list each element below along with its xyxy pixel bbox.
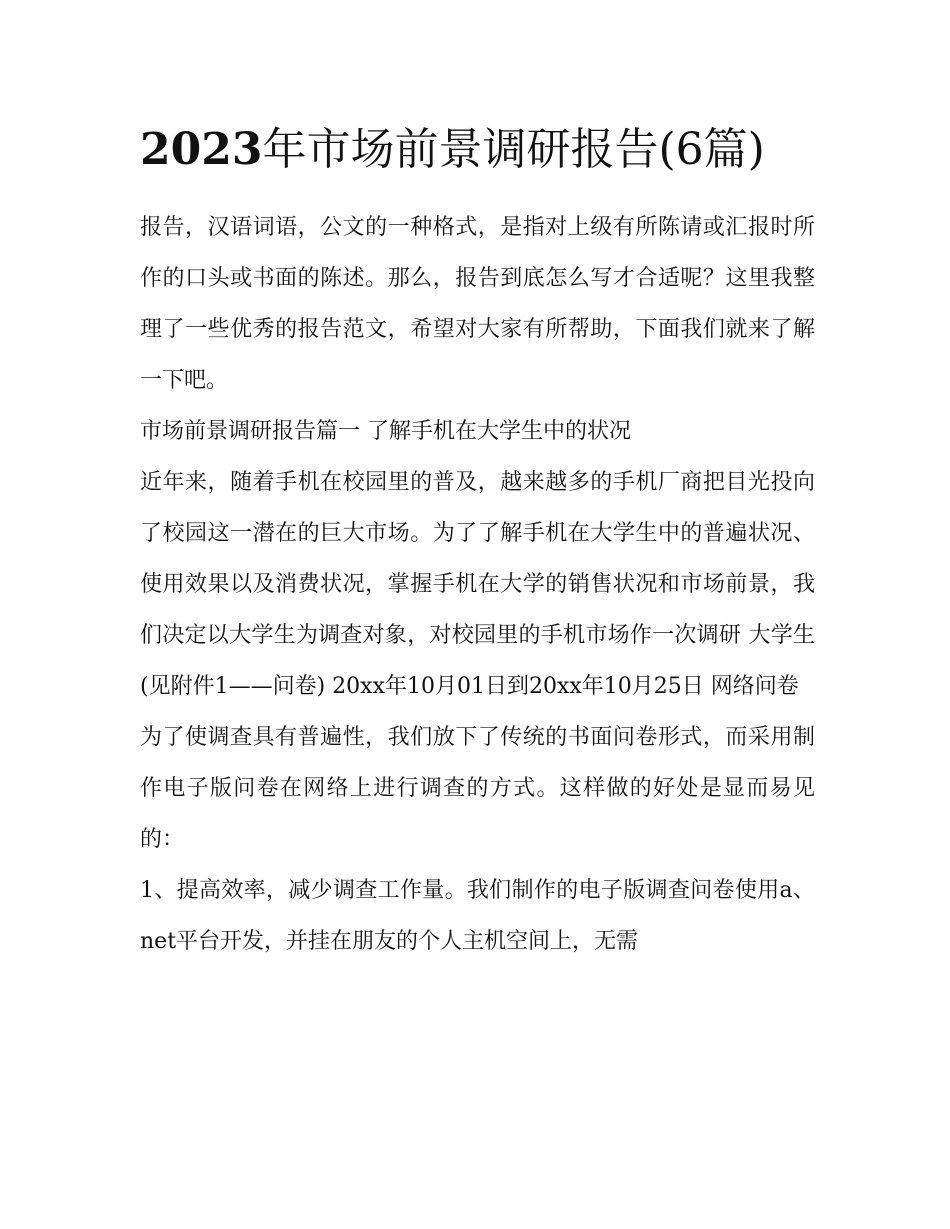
body-paragraph: 为了使调查具有普遍性，我们放下了传统的书面问卷形式，而采用制作电子版问卷在网络上进行调查的方式。这样做的好处是显而易见的： bbox=[140, 725, 815, 852]
list-item-paragraph: 1、提高效率，减少调查工作量。我们制作的电子版调查问卷使用a、net平台开发，并挂在朋友的个人主机空间上，无需 bbox=[140, 878, 815, 954]
body-paragraph: 近年来，随着手机在校园里的普及，越来越多的手机厂商把目光投向了校园这一潜在的巨大市场。为了了解手机在大学生中的普遍状况、使用效果以及消费状况，掌握手机在大学的销售状况和市场前景，我们决定以大学生为调查对象，对校园里的手机市场作一次调研 大学生 (见附件1——问卷) 20xx年10月01日到20xx年10月25日 网络问卷 bbox=[140, 470, 815, 699]
intro-paragraph: 报告，汉语词语，公文的一种格式，是指对上级有所陈请或汇报时所作的口头或书面的陈述。那么，报告到底怎么写才合适呢？这里我整理了一些优秀的报告范文，希望对大家有所帮助，下面我们就来了解一下吧。 bbox=[140, 215, 815, 393]
document-body bbox=[140, 118, 815, 967]
title-text: 年市场前景调研报告(6篇) bbox=[262, 124, 765, 175]
section-heading: 市场前景调研报告篇一 了解手机在大学生中的状况 bbox=[140, 419, 631, 444]
document-title bbox=[140, 118, 815, 182]
title-year: 2023 bbox=[140, 124, 263, 175]
